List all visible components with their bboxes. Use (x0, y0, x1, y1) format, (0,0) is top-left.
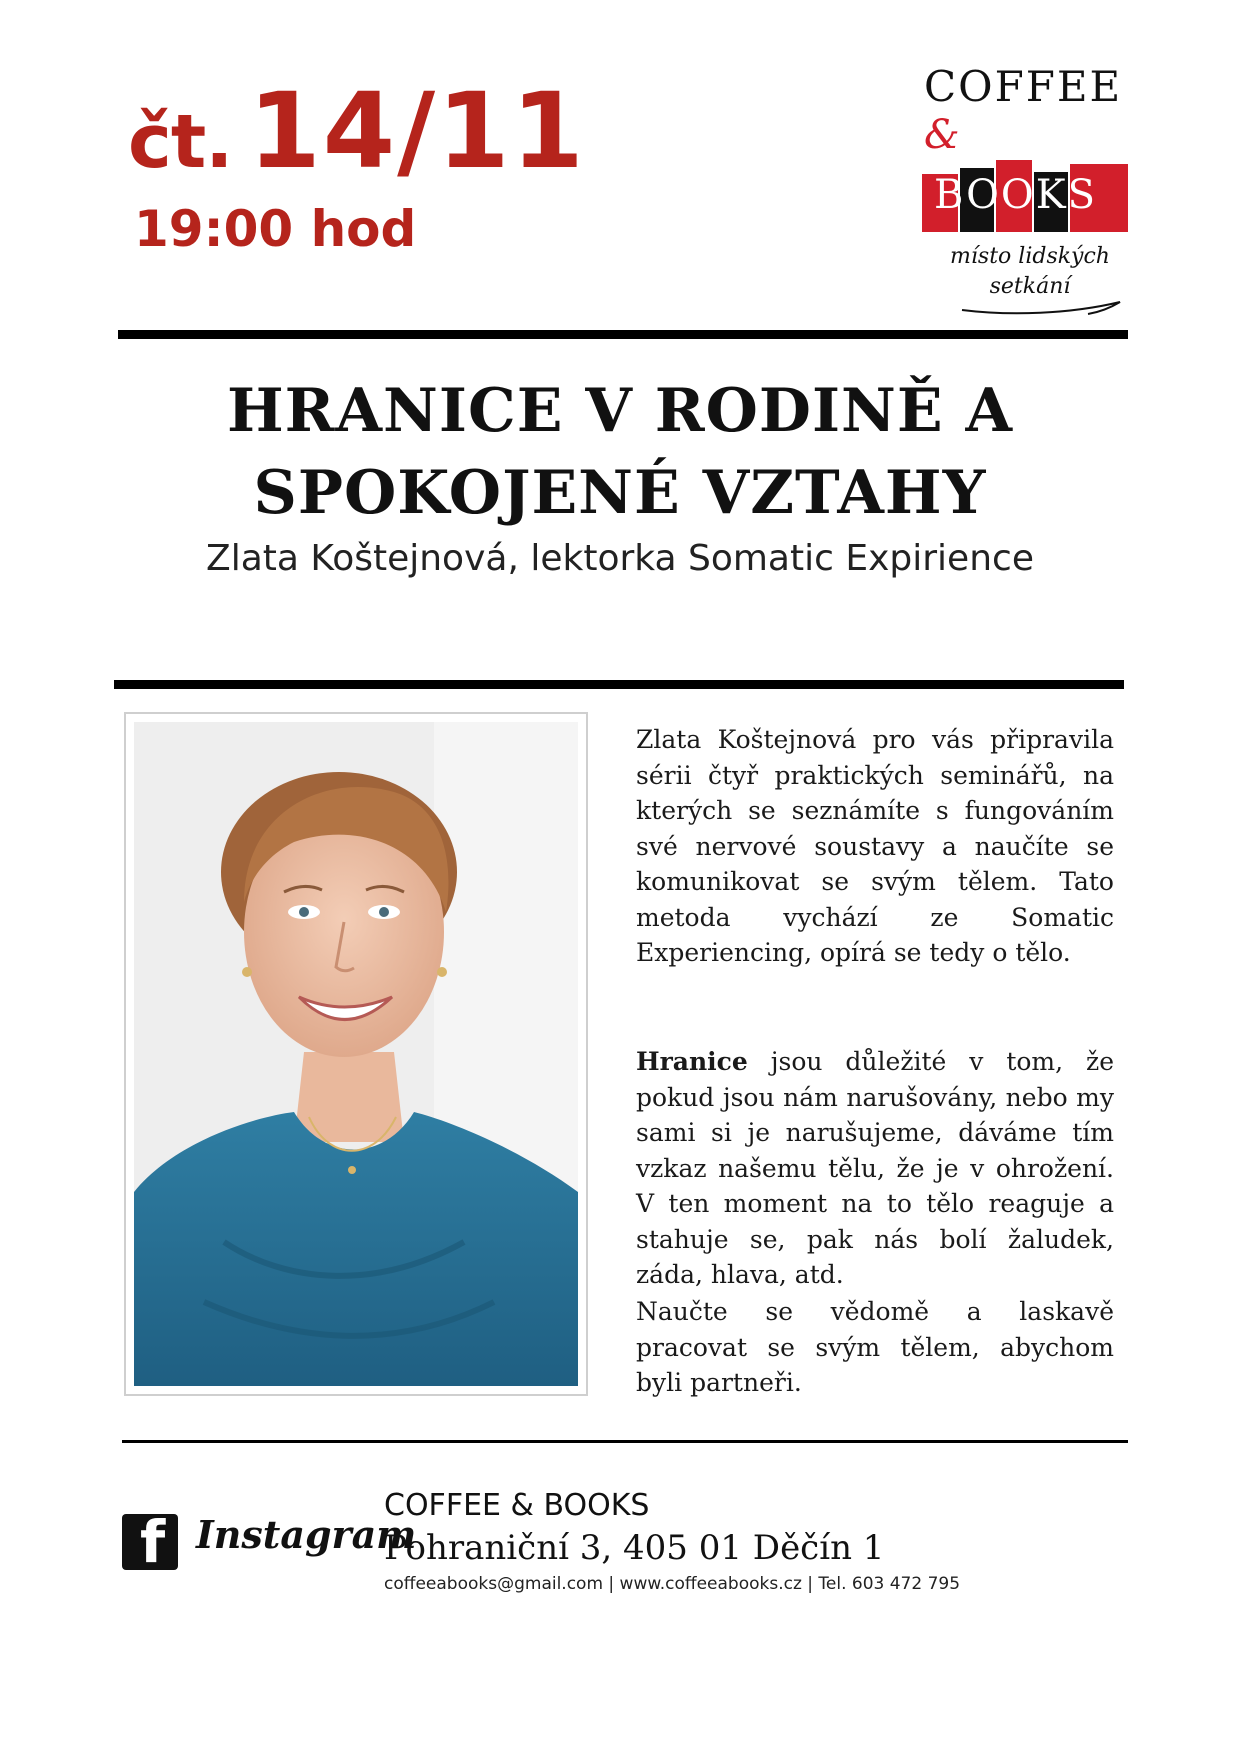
facebook-icon[interactable] (122, 1508, 178, 1576)
coffee-books-logo (920, 62, 1130, 322)
venue-address: Pohraniční 3, 405 01 Děčín 1 (384, 1528, 885, 1568)
body-paragraph-boundaries-text: jsou důležité v tom, že pokud jsou nám narušovány, nebo my sami si je narušujeme, dáváme tím vzkaz našemu tělu, že je v ohrožení. V ten moment na to tělo reaguje a stahuje se, pak nás bolí žaludek, záda, hlava, atd. (636, 1047, 1114, 1289)
logo-ampersand: & (924, 112, 960, 158)
event-title-line2: SPOKOJENÉ VZTAHY (253, 458, 987, 528)
event-date (128, 70, 586, 192)
speaker-photo-frame (124, 712, 588, 1396)
venue-name: COFFEE & BOOKS (384, 1488, 650, 1523)
speaker-portrait-photo (134, 722, 578, 1386)
event-day-prefix: čt. (128, 99, 233, 185)
logo-books-text: BOOKS (934, 172, 1098, 218)
event-subtitle: Zlata Koštejnová, lektorka Somatic Expirience (206, 538, 1034, 579)
body-paragraph-boundaries-bold: Hranice (636, 1047, 748, 1076)
venue-contact-line: coffeeabooks@gmail.com | www.coffeeabooks.cz | Tel. 603 472 795 (384, 1574, 961, 1594)
event-title-line1: HRANICE V RODINĚ A (226, 376, 1014, 446)
middle-divider (114, 680, 1124, 689)
portrait-illustration (134, 722, 578, 1386)
event-title (80, 370, 1160, 534)
top-divider (118, 330, 1128, 339)
event-time: 19:00 hod (134, 200, 417, 258)
bottom-divider (122, 1440, 1128, 1443)
logo-tagline: místo lidských setkání (950, 244, 1110, 299)
body-paragraph-closing: Naučte se vědomě a laskavě pracovat se svým tělem, abychom byli partneři. (636, 1297, 1114, 1397)
instagram-link[interactable]: Instagram (196, 1512, 417, 1557)
event-date-value: 14/11 (248, 70, 586, 192)
logo-coffee-text: COFFEE (924, 62, 1123, 111)
facebook-letter: f (140, 1508, 166, 1576)
logo-underline-swash (960, 294, 1130, 318)
body-paragraph-intro: Zlata Koštejnová pro vás připravila sérii čtyř praktických seminářů, na kterých se seznámíte s fungováním své nervové soustavy a naučíte se komunikovat se svým tělem. Tato metoda vychází ze Somatic Experiencing, opírá se tedy o tělo. (636, 725, 1114, 967)
body-paragraph-boundaries (636, 1044, 1114, 1293)
